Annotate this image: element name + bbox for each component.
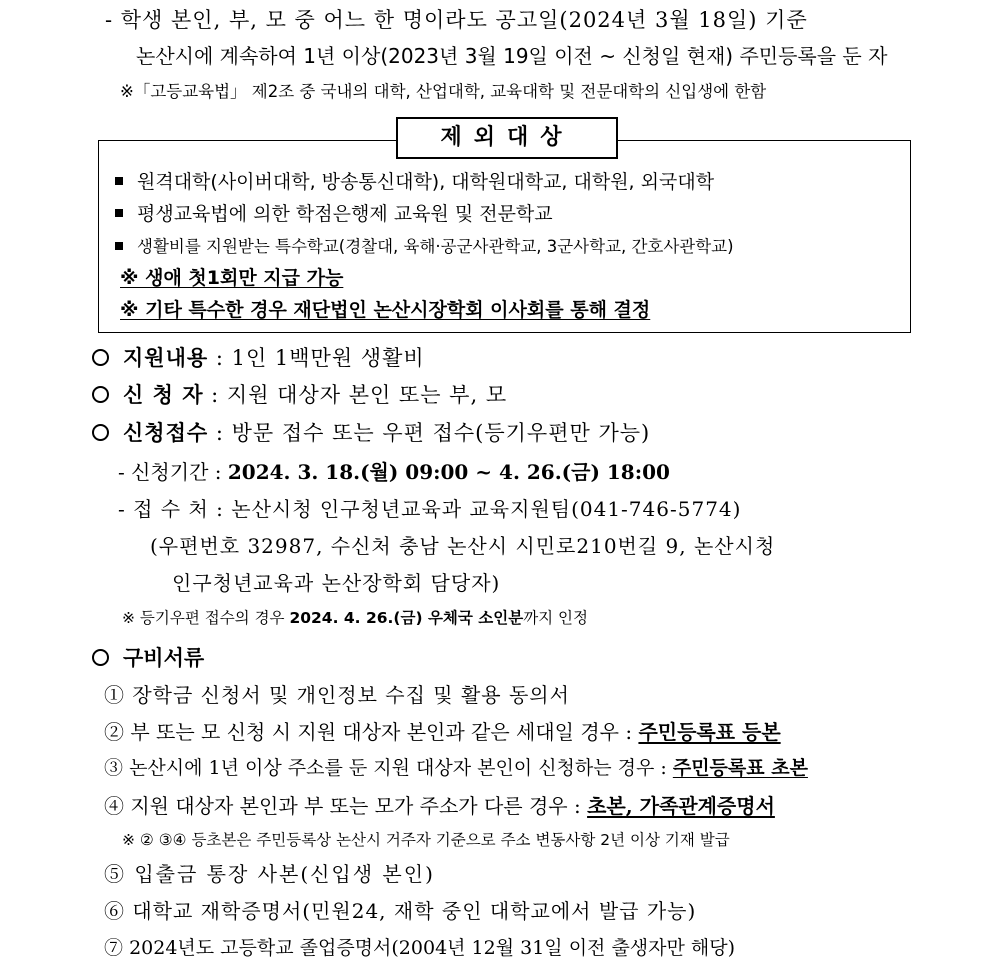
exclusion-item-text: 원격대학(사이버대학, 방송통신대학), 대학원대학교, 대학원, 외국대학 — [137, 171, 715, 193]
bullet-square-icon — [115, 177, 123, 185]
exclusion-item-text: 평생교육법에 의한 학점은행제 교육원 및 전문학교 — [137, 203, 553, 225]
application-label: 신청접수 — [123, 421, 209, 445]
documents-label: 구비서류 — [123, 646, 205, 670]
document-num: ② — [104, 720, 124, 744]
mail-note — [122, 611, 588, 627]
document-num: ③ — [104, 757, 124, 779]
exclusion-title: 제외대상 — [396, 117, 618, 159]
eligibility-line-2: 논산시에 계속하여 1년 이상(2023년 3월 19일 이전 ~ 신청일 현재) 주민등록을 둔 자 — [136, 44, 888, 68]
applicant-label: 신 청 자 — [123, 383, 204, 407]
document-num: ⑥ — [104, 899, 125, 923]
document-num: ⑤ — [104, 862, 126, 886]
applicant-value: : 지원 대상자 본인 또는 부, 모 — [203, 383, 508, 407]
exclusion-item — [115, 173, 714, 192]
bullet-circle-icon — [92, 386, 109, 403]
mail-note-prefix: ※ 등기우편 접수의 경우 — [122, 609, 290, 627]
exclusion-note-first: ※ 생애 첫1회만 지급 가능 — [120, 267, 344, 289]
exclusion-note-other: ※ 기타 특수한 경우 재단법인 논산시장학회 이사회를 통해 결정 — [120, 299, 651, 321]
support-label: 지원내용 — [123, 346, 209, 370]
application-value: : 방문 접수 또는 우편 접수(등기우편만 가능) — [208, 421, 651, 445]
application-address-1: (우편번호 32987, 수신처 충남 논산시 시민로210번길 9, 논산시청 — [150, 534, 776, 558]
document-emph: 주민등록표 등본 — [638, 720, 781, 744]
support-value: : 1인 1백만원 생활비 — [208, 346, 425, 370]
document-num: ④ — [104, 794, 124, 818]
document-text: 대학교 재학증명서(민원24, 재학 중인 대학교에서 발급 가능) — [132, 899, 697, 923]
document-text: 장학금 신청서 및 개인정보 수집 및 활용 동의서 — [132, 683, 570, 707]
document-text: 지원 대상자 본인과 부 또는 모가 주소가 다른 경우 : — [130, 794, 588, 818]
documents-row — [92, 648, 204, 669]
bullet-square-icon — [115, 242, 123, 250]
document-text: 부 또는 모 신청 시 지원 대상자 본인과 같은 세대일 경우 : — [130, 720, 639, 744]
application-office: - 접 수 처 : 논산시청 인구청년교육과 교육지원팀(041-746-5774) — [118, 497, 742, 521]
document-item — [104, 685, 570, 705]
mail-note-suffix: 까지 인정 — [523, 609, 589, 627]
document-text: 2024년도 고등학교 졸업증명서(2004년 12월 31일 이전 출생자만 해당) — [129, 937, 736, 959]
support-row — [92, 348, 425, 369]
document-text: 입출금 통장 사본(신입생 본인) — [134, 862, 435, 886]
documents-note: ※ ② ③④ 등초본은 주민등록상 논산시 거주자 기준으로 주소 변동사항 2년 이상 기재 발급 — [122, 831, 730, 849]
applicant-row — [92, 385, 507, 406]
document-emph: 초본, 가족관계증명서 — [587, 794, 775, 818]
document-text: 논산시에 1년 이상 주소를 둔 지원 대상자 본인이 신청하는 경우 : — [129, 757, 673, 779]
exclusion-item — [115, 205, 553, 224]
application-row — [92, 423, 650, 444]
document-item — [104, 759, 808, 778]
document-emph: 주민등록표 초본 — [672, 757, 808, 779]
document-num: ⑦ — [104, 937, 124, 959]
document-item — [104, 939, 735, 958]
document-item — [104, 722, 781, 742]
document-num: ① — [104, 683, 125, 707]
exclusion-item-text: 생활비를 지원받는 특수학교(경찰대, 육해·공군사관학교, 3군사학교, 간호사관학교) — [137, 237, 734, 256]
bullet-circle-icon — [92, 424, 109, 441]
application-period — [118, 462, 670, 482]
eligibility-line-1: - 학생 본인, 부, 모 중 어느 한 명이라도 공고일(2024년 3월 18일) 기준 — [105, 8, 808, 32]
bullet-square-icon — [115, 209, 123, 217]
period-value: 2024. 3. 18.(월) 09:00 ~ 4. 26.(금) 18:00 — [227, 460, 670, 484]
document-item — [104, 796, 775, 816]
bullet-circle-icon — [92, 649, 109, 666]
document-item — [104, 864, 435, 884]
application-address-2: 인구청년교육과 논산장학회 담당자) — [172, 571, 501, 595]
mail-note-bold: 2024. 4. 26.(금) 우체국 소인분 — [289, 609, 524, 627]
eligibility-note: ※「고등교육법」 제2조 중 국내의 대학, 산업대학, 교육대학 및 전문대학의 신입생에 한함 — [120, 82, 767, 101]
period-label: - 신청기간 : — [118, 460, 228, 484]
bullet-circle-icon — [92, 349, 109, 366]
exclusion-item — [115, 239, 734, 256]
document-item — [104, 901, 696, 921]
